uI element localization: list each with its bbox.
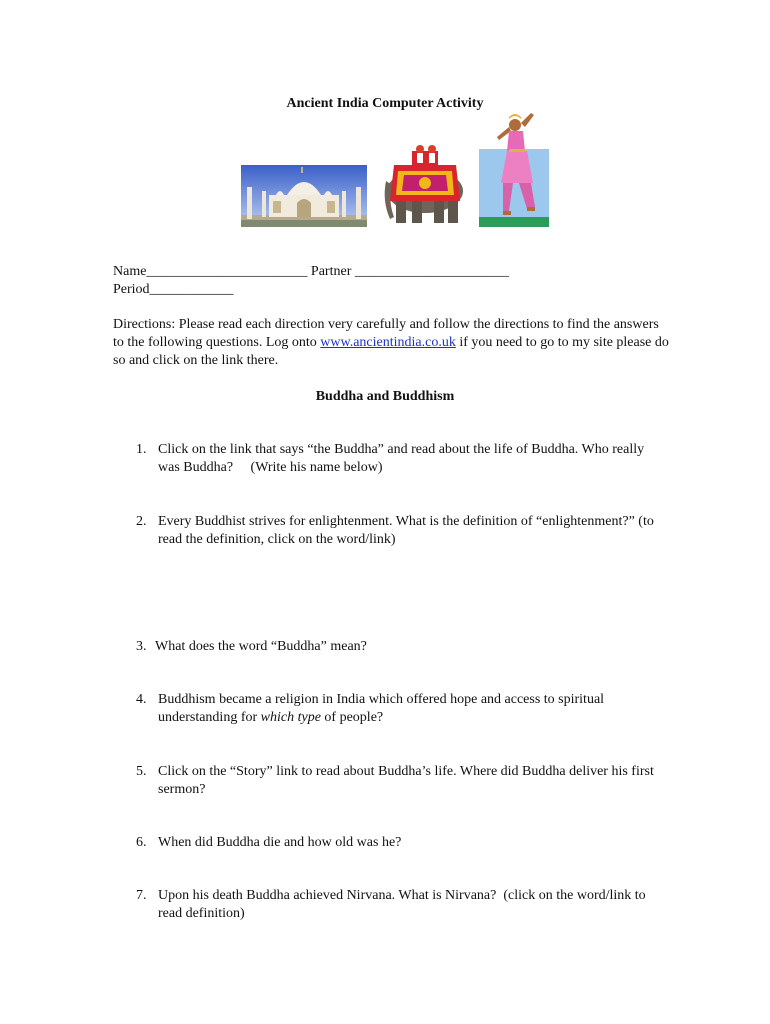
- question-text: [158, 691, 656, 727]
- question-3: [136, 638, 656, 656]
- question-text: When did Buddha die and how old was he?: [158, 835, 402, 850]
- ancientindia-link[interactable]: www.ancientindia.co.uk: [320, 335, 456, 350]
- question-number: 6.: [136, 835, 147, 850]
- question-text: What does the word “Buddha” mean?: [155, 639, 367, 654]
- question-number: 4.: [136, 692, 147, 707]
- question-5: [136, 763, 656, 799]
- name-partner-line: Name_______________________ Partner ______________________: [113, 264, 509, 279]
- question-text: Every Buddhist strives for enlightenment. What is the definition of “enlightenment?” (to read the definition, click on the word/link): [158, 514, 654, 547]
- question-text: Click on the link that says “the Buddha” and read about the life of Buddha. Who really was Buddha? (Write his name below): [158, 442, 648, 475]
- elephant-clipart: [382, 141, 468, 227]
- question-text: Upon his death Buddha achieved Nirvana. What is Nirvana? (click on the word/link to read definition): [158, 888, 650, 921]
- question-7: [136, 887, 656, 923]
- question-6: [136, 834, 656, 852]
- taj-mahal-clipart: [241, 165, 367, 227]
- question-number: 1.: [136, 442, 147, 457]
- section-heading: Buddha and Buddhism: [315, 389, 455, 404]
- question-number: 5.: [136, 764, 147, 779]
- question-text: Click on the “Story” link to read about Buddha’s life. Where did Buddha deliver his first sermon?: [158, 764, 654, 797]
- question-text-emphasis: which type: [260, 710, 321, 725]
- question-4: [136, 691, 656, 727]
- question-number: 2.: [136, 514, 147, 529]
- question-number: 7.: [136, 888, 147, 903]
- period-line: Period____________: [113, 282, 234, 297]
- directions-text-start: Directions: Please read each direction very carefully and follow the directions to find the answers to the following questions. Log onto: [113, 317, 659, 350]
- question-text-start: Buddhism became a religion in India which offered hope and access to spiritual understanding for: [158, 692, 605, 725]
- question-number: 3.: [136, 639, 147, 654]
- question-text-end: of people?: [320, 710, 384, 725]
- question-1: [136, 441, 656, 477]
- page-title: Ancient India Computer Activity: [286, 96, 484, 111]
- dancer-clipart: [479, 111, 549, 227]
- directions-paragraph: [113, 316, 673, 370]
- directions-text-end: if you need to go to my site please do so and click on the link there.: [113, 335, 669, 368]
- question-2: [136, 513, 656, 549]
